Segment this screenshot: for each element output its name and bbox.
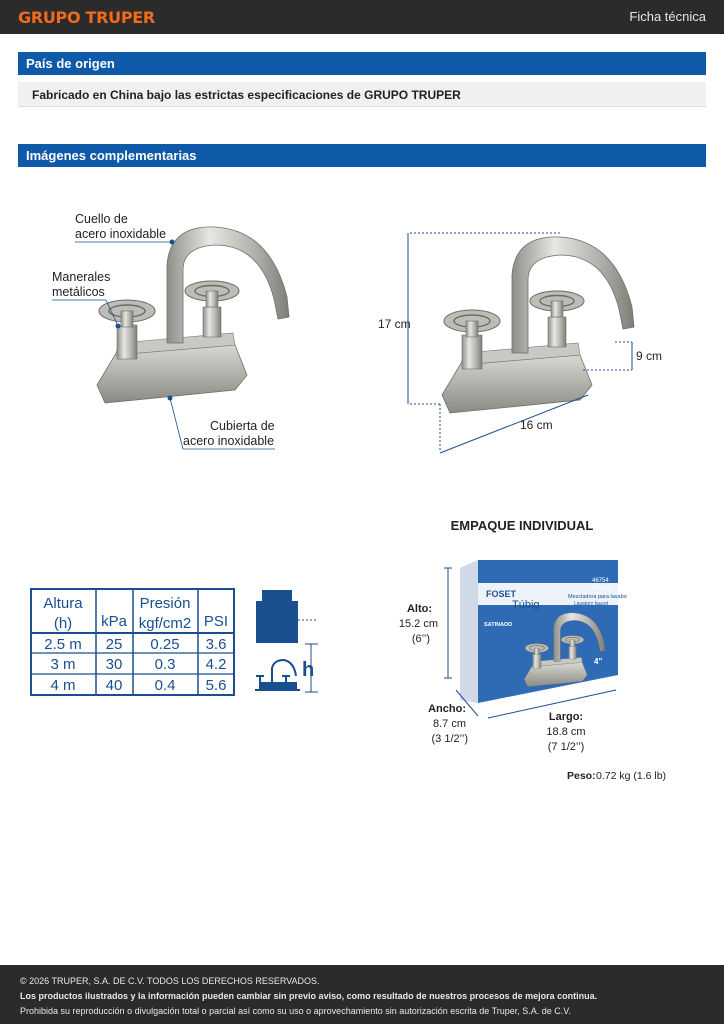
th-kpa: kPa xyxy=(101,613,127,630)
document-type: Ficha técnica xyxy=(629,9,706,24)
footer-notice: Los productos ilustrados y la información pueden cambiar sin previo aviso, como resultado de nuestros procesos de mejora continua. xyxy=(20,991,598,1001)
table-cell: 0.4 xyxy=(154,677,176,694)
footer-copyright: © 2026 TRUPER, S.A. DE C.V. TODOS LOS DERECHOS RESERVADOS. xyxy=(20,976,320,986)
dim-width: 16 cm xyxy=(520,418,553,432)
table-cell: 0.25 xyxy=(150,636,180,653)
package-largo-in: (7 1/2’’) xyxy=(547,741,585,753)
callout-cover-l1: Cubierta de xyxy=(210,419,275,433)
th-presion-l2: kgf/cm2 xyxy=(138,615,192,632)
faucet-dimensions-illustration xyxy=(442,237,634,413)
package-weight-label: Peso: xyxy=(567,770,596,782)
package-ancho-label: Ancho: xyxy=(428,703,466,715)
footer-legal: Prohibida su reproducción o divulgación total o parcial así como su uso o aprovechamiento sin autorización escrita de Truper, S.A. de C.V. xyxy=(20,1006,571,1016)
table-cell: 0.3 xyxy=(154,656,176,673)
package-alto-label: Alto: xyxy=(406,603,432,615)
box-size: 4" xyxy=(594,657,603,666)
table-cell: 3 m xyxy=(50,656,76,673)
table-cell: 40 xyxy=(105,677,123,694)
box-desc-l2: Lavatory faucet xyxy=(574,601,609,607)
box-line: Túbig xyxy=(512,599,540,611)
th-presion-l1: Presión xyxy=(139,595,191,612)
height-h-label: h xyxy=(302,659,315,681)
package-title: EMPAQUE INDIVIDUAL xyxy=(450,518,594,533)
package-alto-in: (6’’) xyxy=(411,633,430,645)
package-alto-cm: 15.2 cm xyxy=(398,618,438,630)
th-altura-l2: (h) xyxy=(53,615,73,632)
callout-handles-l1: Manerales xyxy=(52,270,111,284)
package-ancho-cm: 8.7 cm xyxy=(432,718,466,730)
package-largo-label: Largo: xyxy=(548,711,584,723)
faucet-illustration xyxy=(97,227,289,403)
images-section-title: Imágenes complementarias xyxy=(18,144,706,167)
dim-height: 17 cm xyxy=(378,317,411,331)
package-ancho-in: (3 1/2’’) xyxy=(431,733,468,745)
brand-logo: GRUPO TRUPER xyxy=(18,8,155,27)
footer xyxy=(0,965,724,1024)
water-tank-icon xyxy=(256,590,318,643)
box-brand: FOSET xyxy=(486,589,517,599)
box-code: 46754 xyxy=(592,578,609,584)
origin-text: Fabricado en China bajo las estrictas especificaciones de GRUPO TRUPER xyxy=(18,82,706,107)
callout-neck-l1: Cuello de xyxy=(75,212,128,226)
table-cell: 25 xyxy=(105,636,123,653)
package-box xyxy=(460,560,627,703)
dim-spout: 9 cm xyxy=(636,349,663,363)
table-cell: 5.6 xyxy=(205,677,227,694)
box-model: TBM-876 xyxy=(592,585,613,591)
callout-cover-l2: acero inoxidable xyxy=(183,434,275,448)
pressure-table xyxy=(31,589,234,695)
table-cell: 4.2 xyxy=(205,656,227,673)
small-faucet-icon xyxy=(255,660,300,690)
table-cell: 3.6 xyxy=(205,636,227,653)
package-weight-value: 0.72 kg (1.6 lb) xyxy=(596,770,667,782)
table-cell: 2.5 m xyxy=(44,636,82,653)
table-cell: 30 xyxy=(105,656,123,673)
table-cell: 4 m xyxy=(50,677,76,694)
th-altura-l1: Altura xyxy=(43,595,83,612)
box-desc-l1: Mezcladora para lavabo xyxy=(568,594,627,600)
package-largo-cm: 18.8 cm xyxy=(546,726,586,738)
callout-handles-l2: metálicos xyxy=(52,285,105,299)
origin-section-title: País de origen xyxy=(18,52,706,75)
th-psi: PSI xyxy=(203,613,229,630)
box-finish: SATINADO xyxy=(484,622,513,628)
callout-neck-l2: acero inoxidable xyxy=(75,227,167,241)
